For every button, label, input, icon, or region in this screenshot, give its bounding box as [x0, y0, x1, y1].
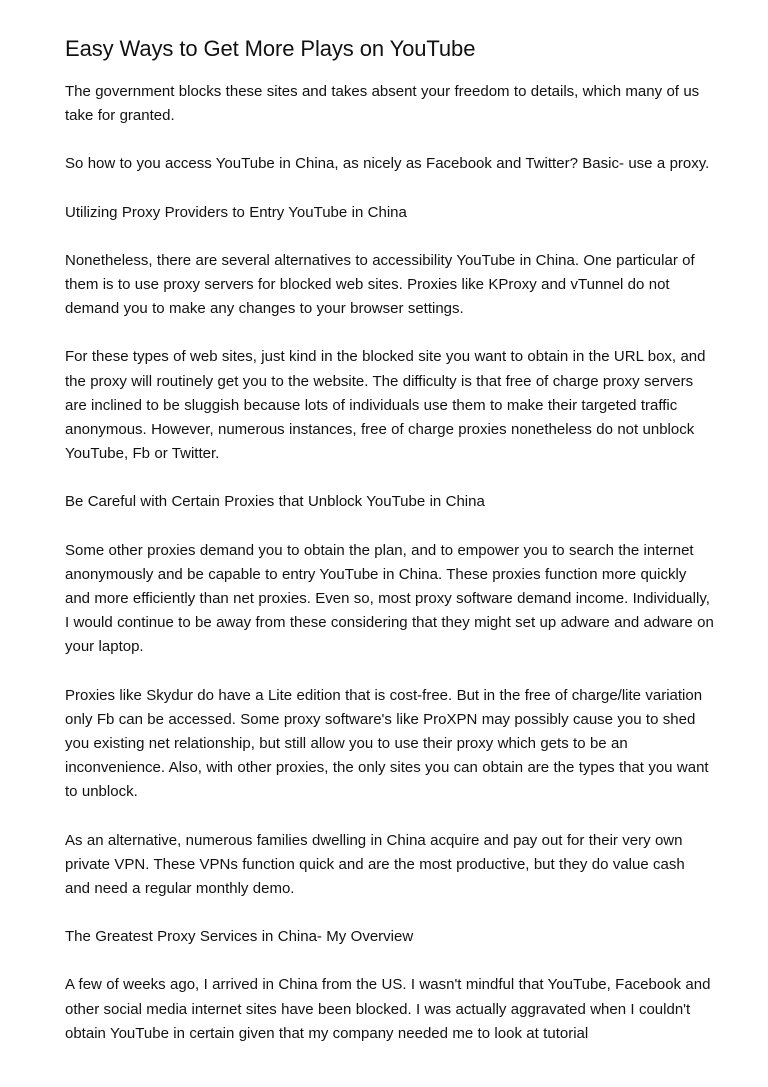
section-heading: Be Careful with Certain Proxies that Unblock YouTube in China	[65, 493, 485, 511]
paragraph: Proxies like Skydur do have a Lite edition that is cost-free. But in the free of charge/lite variation only Fb can be accessed. Some proxy software's like ProXPN may possibly cause you to shed you existing net relationship, but still allow you to use their proxy which gets to be an inconvenience. Also, with other proxies, the only sites you can obtain are the types that you want to unblock.	[65, 686, 709, 801]
document-title: Easy Ways to Get More Plays on YouTube	[65, 36, 476, 61]
document-body	[65, 80, 714, 1046]
paragraph: A few of weeks ago, I arrived in China from the US. I wasn't mindful that YouTube, Facebook and other social media internet sites have been blocked. I was actually aggravated when I couldn't obtain YouTube in certain given that my company needed me to look at tutorial	[65, 976, 711, 1042]
section-heading: The Greatest Proxy Services in China- My Overview	[65, 928, 414, 946]
paragraph: So how to you access YouTube in China, as nicely as Facebook and Twitter? Basic- use a proxy.	[65, 155, 710, 173]
paragraph: The government blocks these sites and takes absent your freedom to details, which many of us take for granted.	[65, 83, 700, 125]
paragraph: Nonetheless, there are several alternatives to accessibility YouTube in China. One particular of them is to use proxy servers for blocked web sites. Proxies like KProxy and vTunnel do not demand you to make any changes to your browser settings.	[65, 251, 695, 318]
paragraph: Some other proxies demand you to obtain the plan, and to empower you to search the internet anonymously and be capable to entry YouTube in China. These proxies function more quickly and more efficiently than net proxies. Even so, most proxy software demand income. Individually, I would continue to be away from these considering that they might set up adware and adware on your laptop.	[65, 541, 714, 656]
paragraph: As an alternative, numerous families dwelling in China acquire and pay out for their very own private VPN. These VPNs function quick and are the most productive, but they do value cash and need a regular monthly demo.	[65, 831, 685, 898]
paragraph: For these types of web sites, just kind in the blocked site you want to obtain in the URL box, and the proxy will routinely get you to the website. The difficulty is that free of charge proxy servers are inclined to be sluggish because lots of individuals use them to make their targeted traffic anonymous. However, numerous instances, free of charge proxies nonetheless do not unblock YouTube, Fb or Twitter.	[65, 348, 706, 463]
section-heading: Utilizing Proxy Providers to Entry YouTube in China	[65, 203, 407, 221]
